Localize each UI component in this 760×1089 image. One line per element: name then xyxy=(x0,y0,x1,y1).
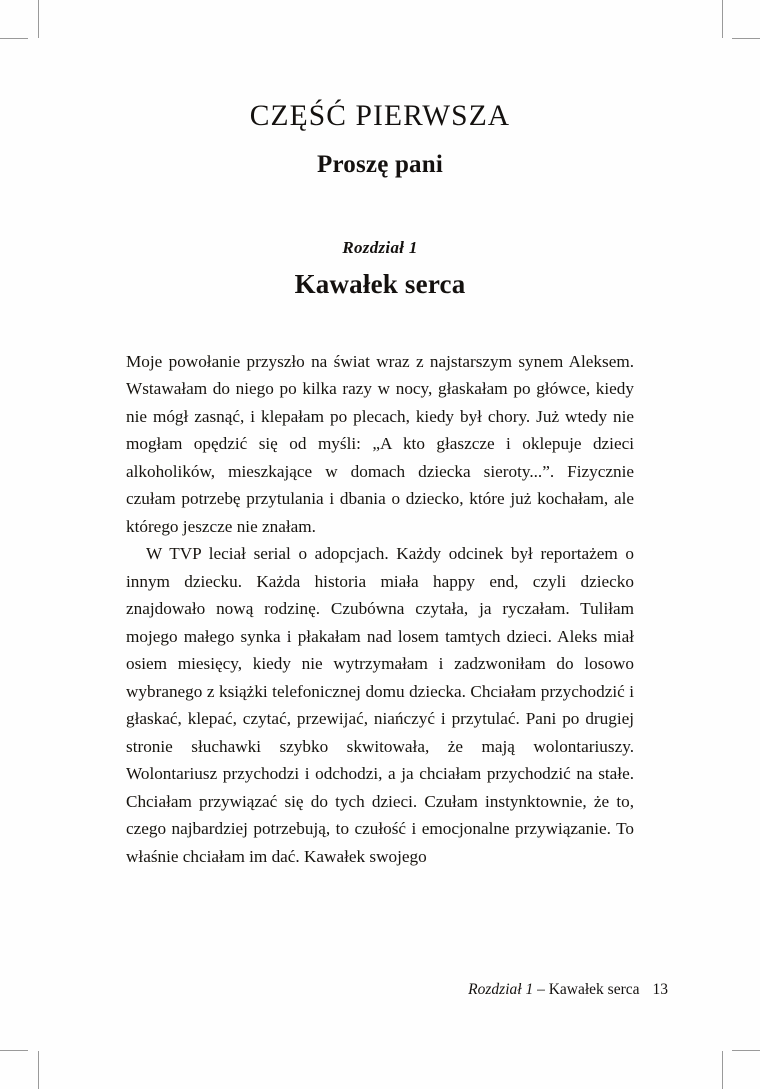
crop-mark-top-right-horizontal xyxy=(732,38,760,39)
crop-mark-top-left-horizontal xyxy=(0,38,28,39)
paragraph: Moje powołanie przyszło na świat wraz z najstarszym synem Aleksem. Wstawałam do niego po kilka razy w nocy, głaskałam po główce, kiedy nie mógł zasnąć, i klepałam po plecach, kiedy był chory. Już wtedy nie mogłam opędzić się od myśli: „A kto głaszcze i oklepuje dzieci alkoholików, mieszkające w domach dziecka sieroty...”. Fizycznie czułam potrzebę przytulania i dbania o dziecko, które już kochałam, ale którego jeszcze nie znałam. xyxy=(126,351,634,536)
crop-mark-bottom-left-horizontal xyxy=(0,1050,28,1051)
running-footer xyxy=(126,981,668,999)
crop-mark-bottom-right-horizontal xyxy=(732,1050,760,1051)
page-number: 13 xyxy=(652,981,668,998)
footer-chapter-label: Rozdział 1 xyxy=(468,981,534,998)
footer-chapter-title: Kawałek serca xyxy=(548,981,640,998)
chapter-title: Kawałek serca xyxy=(294,268,466,299)
footer-separator: – xyxy=(537,981,545,998)
part-subtitle: Proszę pani xyxy=(316,150,444,178)
crop-mark-top-right-vertical xyxy=(722,0,723,38)
crop-mark-bottom-left-vertical xyxy=(38,1051,39,1089)
page-content xyxy=(126,0,634,870)
body-text xyxy=(126,300,634,871)
part-title: CZĘŚĆ PIERWSZA xyxy=(249,100,511,132)
crop-mark-bottom-right-vertical xyxy=(722,1051,723,1089)
chapter-number: Rozdział 1 xyxy=(342,237,418,257)
crop-mark-top-left-vertical xyxy=(38,0,39,38)
paragraph: W TVP leciał serial o adopcjach. Każdy odcinek był reportażem o innym dziecku. Każda historia miała happy end, czyli dziecko znajdowało nową rodzinę. Czubówna czytała, ja ryczałam. Tuliłam mojego małego synka i płakałam nad losem tamtych dzieci. Aleks miał osiem miesięcy, kiedy nie wytrzymałam i zadzwoniłam do losowo wybranego z książki telefonicznej domu dziecka. Chciałam przychodzić i głaskać, klepać, czytać, przewijać, niańczyć i przytulać. Pani po drugiej stronie słuchawki szybko skwitowała, że mają wolontariuszy. Wolontariusz przychodzi i odchodzi, a ja chciałam przychodzić na stałe. Chciałam przywiązać się do tych dzieci. Czułam instynktownie, że to, czego najbardziej potrzebują, to czułość i emocjonalne przywiązanie. To właśnie chciałam im dać. Kawałek swojego xyxy=(126,544,634,866)
